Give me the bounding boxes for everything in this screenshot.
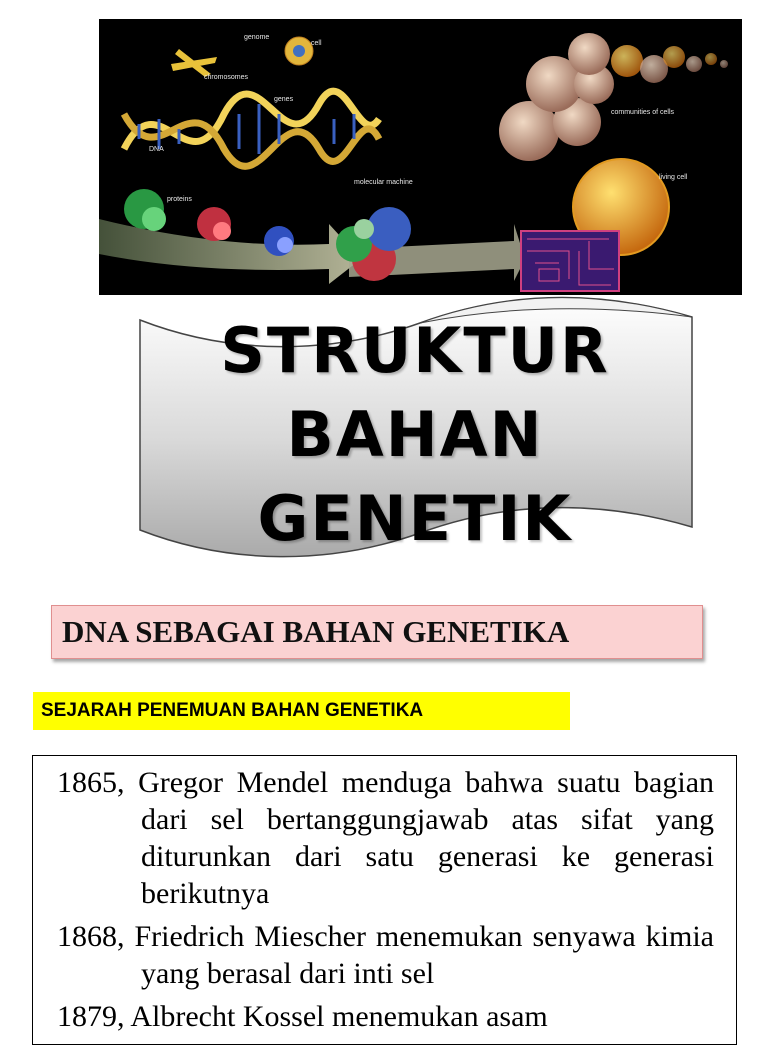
history-year: 1868, bbox=[57, 920, 135, 953]
label-dna: DNA bbox=[149, 146, 164, 153]
genetics-banner-image bbox=[99, 19, 742, 295]
subtitle-box bbox=[51, 605, 703, 659]
history-year: 1865, bbox=[57, 766, 139, 799]
history-text: Friedrich Miescher menemukan senyawa kimia yang berasal dari inti sel bbox=[134, 920, 714, 990]
cell-community-icon bbox=[499, 33, 728, 161]
history-entry bbox=[57, 764, 714, 912]
title-line-2: BAHAN bbox=[286, 398, 544, 471]
section-heading: SEJARAH PENEMUAN BAHAN GENETIKA bbox=[41, 700, 424, 721]
history-text: Gregor Mendel menduga bahwa suatu bagian dari sel bertanggungjawab atas sifat yang diturunkan dari satu generasi ke generasi berikutnya bbox=[138, 766, 715, 910]
label-living-cell: living cell bbox=[659, 174, 688, 181]
chromosome-icon bbox=[171, 49, 217, 77]
history-entry bbox=[57, 918, 714, 992]
subtitle-text: DNA SEBAGAI BAHAN GENETIKA bbox=[62, 614, 570, 649]
title-line-1: STRUKTUR bbox=[220, 314, 610, 387]
dna-helix-icon bbox=[124, 91, 379, 166]
label-communities-of-cells: communities of cells bbox=[611, 109, 675, 116]
label-genes: genes bbox=[274, 96, 294, 103]
page-title bbox=[130, 309, 700, 561]
label-molecular-machine: molecular machine bbox=[354, 179, 413, 186]
history-text: Albrecht Kossel menemukan asam bbox=[130, 1000, 548, 1033]
label-genome: genome bbox=[244, 34, 270, 41]
circuit-chip-icon bbox=[521, 231, 619, 291]
label-proteins: proteins bbox=[167, 196, 192, 203]
section-heading-box bbox=[33, 692, 570, 730]
history-box bbox=[32, 755, 737, 1045]
label-chromosomes: chromosomes bbox=[204, 74, 248, 81]
title-line-3: GENETIK bbox=[257, 482, 573, 555]
history-year: 1879, bbox=[57, 1000, 131, 1033]
title-scroll bbox=[130, 295, 700, 570]
label-cell: cell bbox=[311, 40, 322, 47]
history-entry bbox=[57, 998, 714, 1035]
